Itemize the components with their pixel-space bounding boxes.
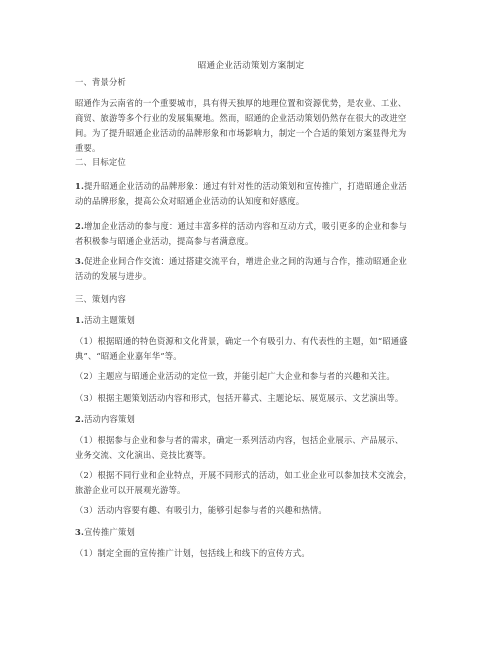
- section-heading-plan: 三、策划内容: [75, 294, 126, 304]
- content-item-2: [75, 468, 435, 498]
- content-item-3: （3）活动内容要有趣、有吸引力，能够引起参与者的兴趣和热情。: [75, 505, 327, 515]
- goal-text: 增加企业活动的参与度：通过丰富多样的活动内容和互动方式，吸引更多的企业和参与: [84, 221, 407, 231]
- goal-number: 3.: [75, 256, 85, 266]
- goal-text: 动的品牌形象，提高公众对昭通企业活动的认知度和好感度。: [75, 196, 305, 206]
- section-heading-goals: 二、目标定位: [75, 157, 126, 167]
- promotion-item-1: （1）制定全面的宣传推广计划，包括线上和线下的宣传方式。: [75, 548, 310, 558]
- goal-text: 促进企业间合作交流：通过搭建交流平台，增进企业之间的沟通与合作，推动昭通企业: [84, 256, 407, 266]
- goal-text: 提升昭通企业活动的品牌形象：通过有针对性的活动策划和宣传推广，打造昭通企业活: [84, 181, 407, 191]
- item-line: （2）根据不同行业和企业特点，开展不同形式的活动，如工业企业可以参加技术交流会，: [75, 470, 412, 480]
- theme-item-1: [75, 334, 435, 364]
- subheading-number: 3.: [75, 527, 85, 537]
- goal-text: 者积极参与昭通企业活动，提高参与者满意度。: [75, 236, 254, 246]
- goal-item-3: [75, 254, 435, 284]
- subheading-number: 1.: [75, 315, 85, 325]
- goal-item-1: [75, 179, 435, 209]
- goal-number: 1.: [75, 181, 85, 191]
- theme-item-2: （2）主题应与昭通企业活动的定位一致，并能引起广大企业和参与者的兴趣和关注。: [75, 371, 395, 381]
- subheading-promotion: [75, 525, 435, 540]
- subheading-text: 宣传推广策划: [84, 527, 136, 537]
- subheading-text: 活动内容策划: [84, 414, 136, 424]
- subheading-number: 2.: [75, 414, 85, 424]
- subheading-text: 活动主题策划: [84, 315, 136, 325]
- paragraph-line: 商贸、旅游等多个行业的发展集聚地。然而，昭通的企业活动策划仍然存在很大的改进空: [75, 113, 407, 123]
- item-line: 旅游企业可以开展观光游等。: [75, 485, 186, 495]
- subheading-content: [75, 412, 435, 427]
- goal-number: 2.: [75, 221, 85, 231]
- paragraph-line: 间。为了提升昭通企业活动的品牌形象和市场影响力，制定一个合适的策划方案显得尤为: [75, 128, 407, 138]
- theme-item-3: （3）根据主题策划活动内容和形式，包括开幕式、主题论坛、展览展示、文艺演出等。: [75, 393, 404, 403]
- item-line: 业务交流、文化演出、竞技比赛等。: [75, 450, 211, 460]
- content-item-1: [75, 433, 435, 463]
- document-title: 昭通企业活动策划方案制定: [197, 61, 305, 71]
- subheading-theme: [75, 313, 435, 328]
- item-line: （1）根据昭通的特色资源和文化背景，确定一个有吸引力、有代表性的主题，如“昭通盛: [75, 336, 408, 346]
- item-line: 典”、“昭通企业嘉年华”等。: [75, 351, 182, 361]
- goal-text: 活动的发展与进步。: [75, 271, 152, 281]
- paragraph-line: 昭通作为云南省的一个重要城市，具有得天独厚的地理位置和资源优势，是农业、工业、: [75, 98, 407, 108]
- item-line: （1）根据参与企业和参与者的需求，确定一系列活动内容，包括企业展示、产品展示、: [75, 435, 404, 445]
- paragraph-line: 重要。: [75, 143, 101, 153]
- background-paragraph: [75, 96, 435, 156]
- goal-item-2: [75, 219, 435, 249]
- section-heading-background: 一、背景分析: [75, 77, 126, 87]
